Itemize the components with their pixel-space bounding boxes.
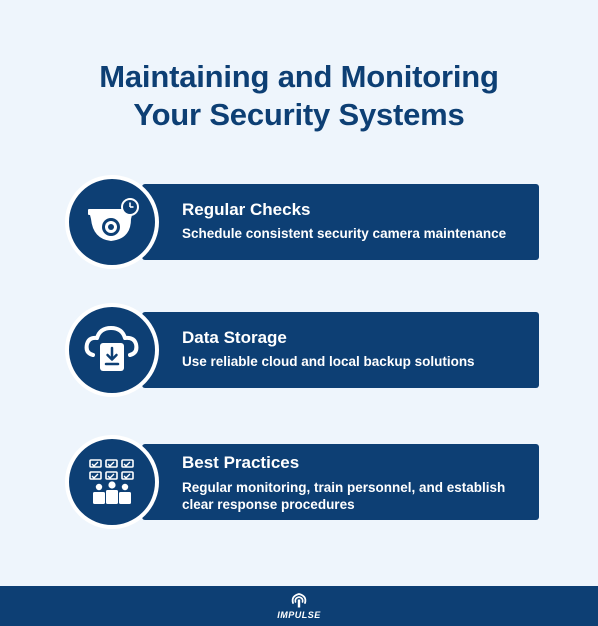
- card-description: Regular monitoring, train personnel, and establish clear response procedures: [182, 480, 506, 512]
- card-regular-checks: [142, 184, 539, 260]
- card-title: Best Practices: [182, 453, 300, 472]
- card-title: Data Storage: [182, 328, 287, 347]
- footer-bar: [0, 586, 598, 626]
- card-description: Use reliable cloud and local backup solutions: [182, 354, 475, 369]
- training-board-icon: [65, 435, 159, 529]
- page-title: [0, 58, 598, 134]
- title-line-2: Your Security Systems: [133, 97, 465, 132]
- card-description: Schedule consistent security camera maintenance: [182, 226, 507, 241]
- cloud-download-icon: [65, 303, 159, 397]
- card-title: Regular Checks: [182, 200, 311, 219]
- title-line-1: Maintaining and Monitoring: [99, 59, 499, 94]
- card-data-storage: [142, 312, 539, 388]
- logo-text: IMPULSE: [277, 610, 321, 620]
- security-camera-clock-icon: [65, 175, 159, 269]
- impulse-signal-logo: [269, 590, 329, 610]
- card-best-practices: [142, 444, 539, 520]
- impulse-logo: [269, 590, 329, 624]
